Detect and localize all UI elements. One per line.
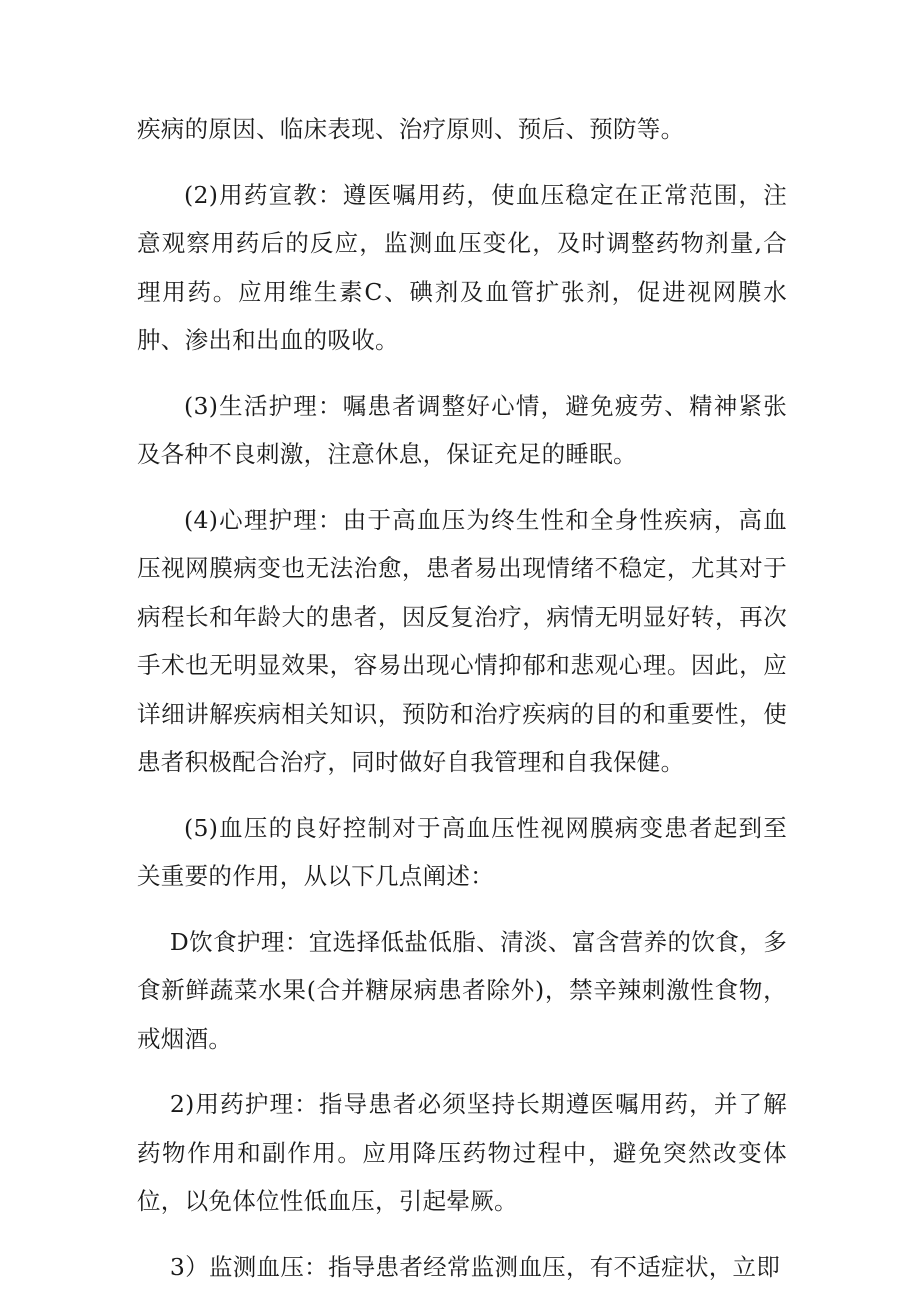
paragraph-bp-monitoring: 3）监测血压：指导患者经常监测血压，有不适症状，立即 [169, 1252, 781, 1281]
paragraph-drug-care: 2)用药护理：指导患者必须坚持长期遵医嘱用药，并了解药物作用和副作用。应用降压药物过程中，避免突然改变体位，以免体位性低血压，引起晕厥。 [137, 1090, 787, 1215]
paragraph-continuation: 疾病的原因、临床表现、治疗原则、预后、预防等。 [137, 115, 685, 143]
document-body [137, 105, 787, 1291]
paragraph-medication-education: (2)用药宣教：遵医嘱用药，使血压稳定在正常范围，注意观察用药后的反应，监测血压变化，及时调整药物剂量,合理用药。应用维生素C、碘剂及血管扩张剂，促进视网膜水肿、渗出和出血的吸收。 [137, 180, 787, 354]
paragraph-diet-care: D饮食护理：宜选择低盐低脂、清淡、富含营养的饮食，多食新鲜蔬菜水果(合并糖尿病患者除外)，禁辛辣刺激性食物，戒烟酒。 [137, 927, 787, 1053]
paragraph-blood-pressure-control: (5)血压的良好控制对于高血压性视网膜病变患者起到至关重要的作用，从以下几点阐述： [137, 813, 787, 890]
paragraph-life-care: (3)生活护理：嘱患者调整好心情，避免疲劳、精神紧张及各种不良刺激，注意休息，保证充足的睡眠。 [137, 391, 787, 468]
paragraph-psychological-care: (4)心理护理：由于高血压为终生性和全身性疾病，高血压视网膜病变也无法治愈，患者易出现情绪不稳定，尤其对于病程长和年龄大的患者，因反复治疗，病情无明显好转，再次手术也无明显效果，容易出现心情抑郁和悲观心理。因此，应详细讲解疾病相关知识，预防和治疗疾病的目的和重要性，使患者积极配合治疗，同时做好自我管理和自我保健。 [137, 505, 787, 776]
